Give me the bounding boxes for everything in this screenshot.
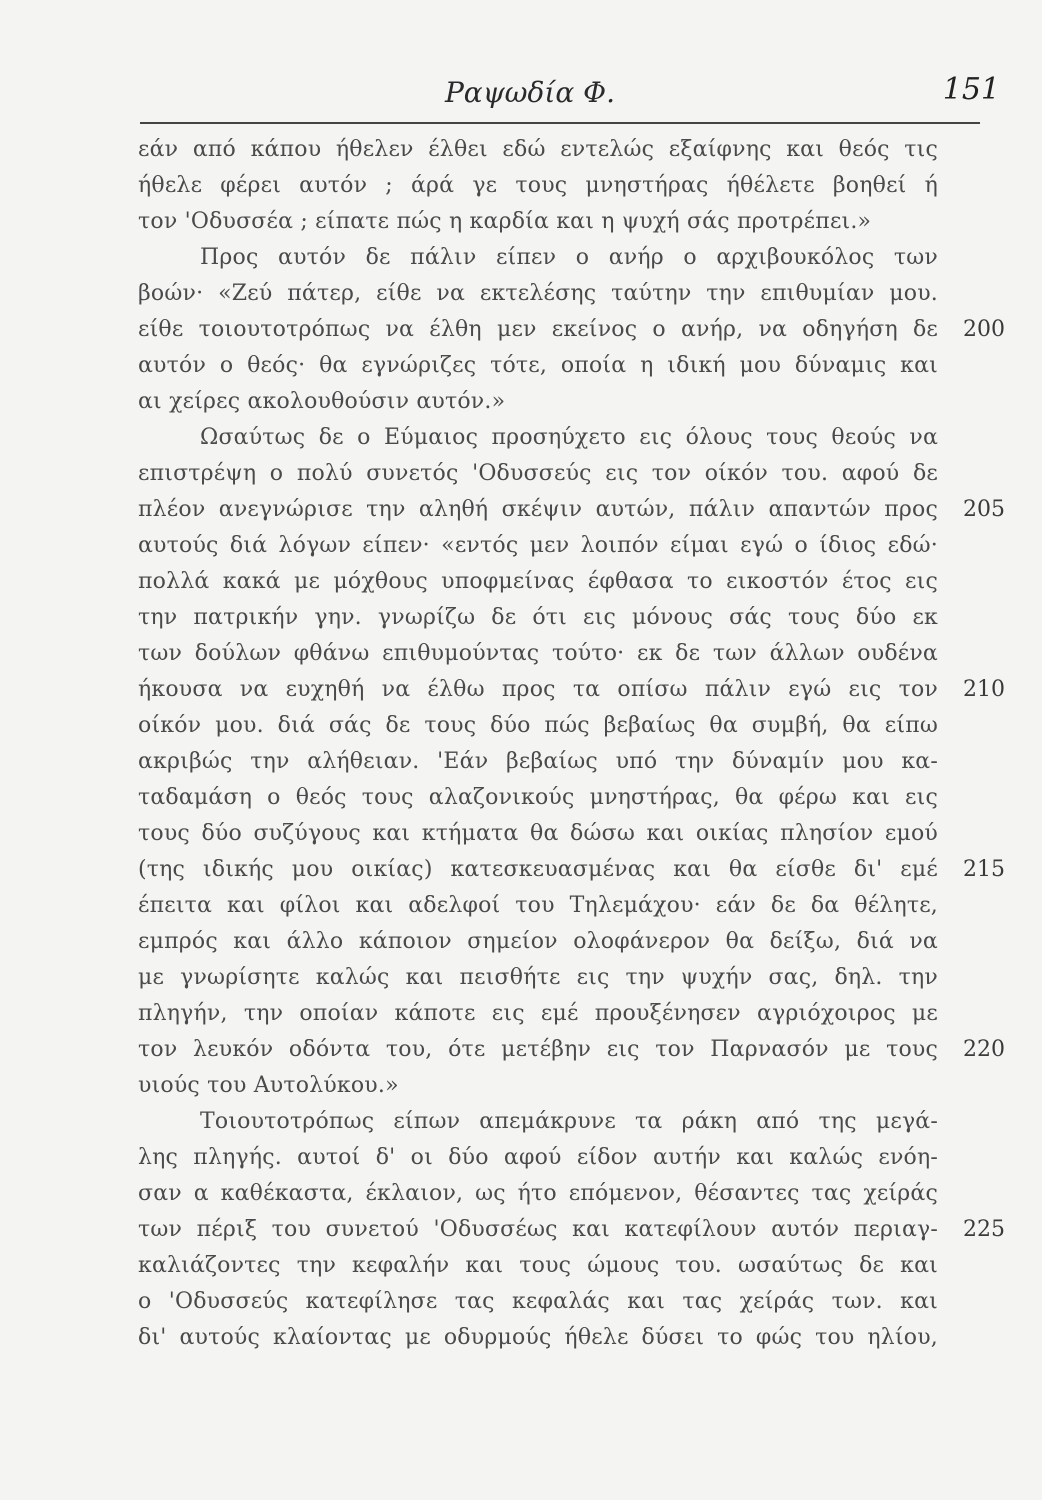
text-line: ακριβώς την αλήθειαν. 'Εάν βεβαίως υπό την δύναμίν μου κα- (138, 749, 938, 774)
text-line: εμπρός και άλλο κάποιον σημείον ολοφάνερον θα δείξω, διά να (138, 929, 938, 954)
text-line: πλέον ανεγνώρισε την αληθή σκέψιν αυτών, πάλιν απαντών προς (138, 497, 938, 522)
text-line: με γνωρίσητε καλώς και πεισθήτε εις την ψυχήν σας, δηλ. την (138, 965, 938, 990)
text-line: επιστρέψη ο πολύ συνετός 'Οδυσσεύς εις τον οίκόν του. αφού δε (138, 461, 938, 486)
text-line: έπειτα και φίλοι και αδελφοί του Τηλεμάχου· εάν δε δα θέλητε, (138, 893, 938, 918)
text-line: ο 'Οδυσσεύς κατεφίλησε τας κεφαλάς και τας χείράς των. και (138, 1289, 938, 1314)
text-line: των πέριξ του συνετού 'Οδυσσέως και κατεφίλουν αυτόν περιαγ- (138, 1217, 938, 1242)
text-line: καλιάζοντες την κεφαλήν και τους ώμους του. ωσαύτως δε και (138, 1253, 938, 1278)
line-number: 205 (963, 497, 1005, 522)
text-line: είθε τοιουτοτρόπως να έλθη μεν εκείνος ο ανήρ, να οδηγήση δε (138, 317, 938, 342)
text-line: δι' αυτούς κλαίοντας με οδυρμούς ήθελε δύσει το φώς του ηλίου, (138, 1325, 938, 1350)
line-number: 225 (963, 1217, 1005, 1242)
text-line: λης πληγής. αυτοί δ' οι δύο αφού είδον αυτήν και καλώς ενόη- (138, 1145, 938, 1170)
text-line: τον 'Οδυσσέα ; είπατε πώς η καρδία και η ψυχή σάς προτρέπει.» (138, 209, 872, 234)
text-line: την πατρικήν γην. γνωρίζω δε ότι εις μόνους σάς τους δύο εκ (138, 605, 938, 630)
text-line: Ωσαύτως δε ο Εύμαιος προσηύχετο εις όλους τους θεούς να (200, 425, 938, 450)
page-number: 151 (942, 72, 1000, 107)
text-line: σαν α καθέκαστα, έκλαιον, ως ήτο επόμενον, θέσαντες τας χείράς (138, 1181, 938, 1206)
text-line: ταδαμάση ο θεός τους αλαζονικούς μνηστήρας, θα φέρω και εις (138, 785, 938, 810)
text-line: τον λευκόν οδόντα του, ότε μετέβην εις τον Παρνασόν με τους (138, 1037, 938, 1062)
line-number: 215 (963, 857, 1005, 882)
text-line: πληγήν, την οποίαν κάποτε εις εμέ προυξένησεν αγριόχοιρος με (138, 1001, 938, 1026)
text-line: ήθελε φέρει αυτόν ; άρά γε τους μνηστήρας ήθέλετε βοηθεί ή (138, 173, 938, 198)
text-line: Προς αυτόν δε πάλιν είπεν ο ανήρ ο αρχιβουκόλος των (200, 245, 938, 270)
text-line: ήκουσα να ευχηθή να έλθω προς τα οπίσω πάλιν εγώ εις τον (138, 677, 938, 702)
text-line: αι χείρες ακολουθούσιν αυτόν.» (138, 389, 506, 414)
text-line: αυτούς διά λόγων είπεν· «εντός μεν λοιπόν είμαι εγώ ο ίδιος εδώ· (138, 533, 938, 558)
text-line: υιούς του Αυτολύκου.» (138, 1073, 399, 1098)
text-line: Τοιουτοτρόπως είπων απεμάκρυνε τα ράκη από της μεγά- (200, 1109, 938, 1134)
text-line: αυτόν ο θεός· θα εγνώριζες τότε, οποία η ιδική μου δύναμις και (138, 353, 938, 378)
text-line: πολλά κακά με μόχθους υποφμείνας έφθασα το εικοστόν έτος εις (138, 569, 938, 594)
running-header-title: Ραψωδία Φ. (444, 76, 616, 109)
header-rule (140, 122, 980, 124)
text-line: των δούλων φθάνω επιθυμούντας τούτο· εκ δε των άλλων ουδένα (138, 641, 938, 666)
line-number: 210 (963, 677, 1005, 702)
line-number: 200 (963, 317, 1005, 342)
text-line: τους δύο συζύγους και κτήματα θα δώσω και οικίας πλησίον εμού (138, 821, 938, 846)
text-line: βοών· «Ζεύ πάτερ, είθε να εκτελέσης ταύτην την επιθυμίαν μου. (138, 281, 938, 306)
text-line: οίκόν μου. διά σάς δε τους δύο πώς βεβαίως θα συμβή, θα είπω (138, 713, 938, 738)
text-line: εάν από κάπου ήθελεν έλθει εδώ εντελώς εξαίφνης και θεός τις (138, 137, 938, 162)
line-number: 220 (963, 1037, 1005, 1062)
text-line: (της ιδικής μου οικίας) κατεσκευασμένας και θα είσθε δι' εμέ (138, 857, 938, 882)
